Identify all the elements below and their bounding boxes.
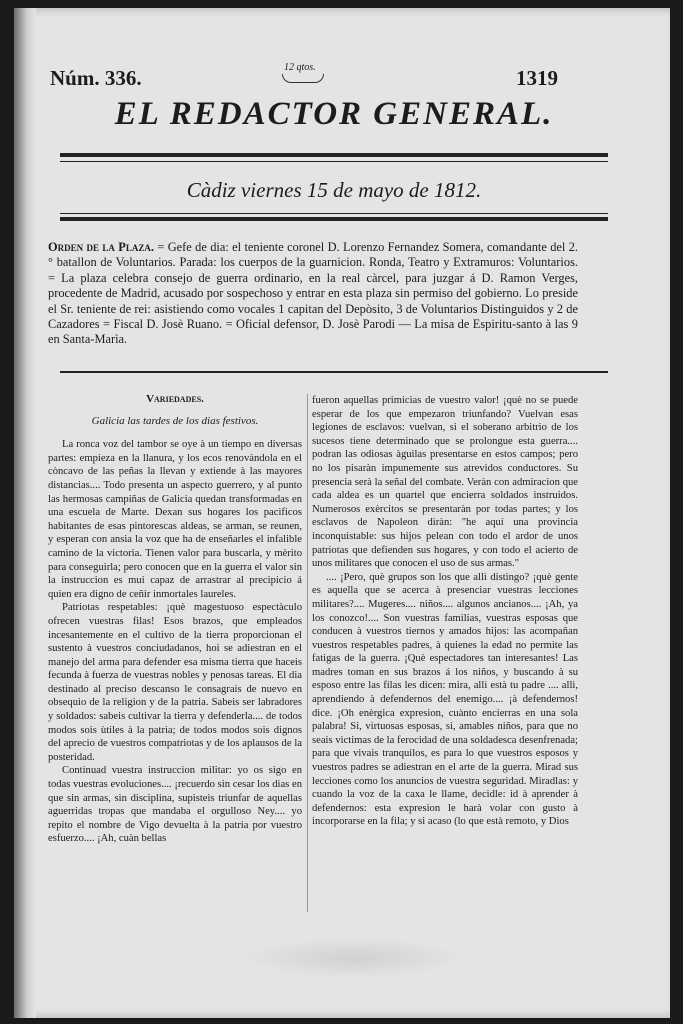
orden-de-la-plaza — [48, 240, 578, 348]
paragraph: fueron aquellas primicias de vuestro valor! ¡què no se puede esperar de los que empezaron triunfando? Vuelvan esas legiones de esclavos: vuelvan, si el soberano arbitrio de los sucesos tiene determinado que se prolongue esta guerra.... podran las odiosas àguilas presentarse en estos campos; pero no los pisaràn impunemente sus atrevidos conductores. Su presencia serà la señal del combate. Veràn con admiracion que cada aldea es un quartel que encierra soldados instruidos. Numerosos exèrcitos se presentaràn por todas partes; y los esclavos de Napoleon diràn: "he aquí una provincia inconquistable: sus hijos pelean con todo el ardor de unos patriotas que defienden sus hogares, y con todo el acierto de unos militares que conocen el uso de sus armas." — [312, 395, 578, 570]
masthead-title: EL REDACTOR GENERAL. — [114, 96, 554, 132]
orden-heading: Orden de la Plaza. — [48, 240, 154, 254]
page-spine — [14, 8, 36, 1018]
newspaper-page — [14, 8, 670, 1018]
paragraph: Continuad vuestra instruccion militar: yo os sigo en todas vuestras evoluciones.... ¡recuerdo sin cesar los dias en que sin armas, sin disciplina, supisteis triunfar de aquellas aguerridas tropas que mandaba el orgulloso Ney.... yo repito el nombre de Vigo devuelta à la patria por vuestro esfuerzo.... ¡Ah, cuàn bellas — [48, 765, 302, 845]
paragraph: Patriotas respetables: ¡què magestuoso espectàculo ofrecen vuestras filas! Esos brazos, que empleados incesantemente en el cultivo de la tierra proporcionan el sustento à vuestros conciudadanos, hoi se adiestran en el manejo del arma para defender esa misma tierra que haceis fecunda à fuerza de vuestras nobles y penosas tareas. El dia destinado al preciso descanso le consagrais de nuevo en obsequio de la religion y de la patria. Sabeis ser labradores y soldados: sabeis cultivar la tierra y defenderla.... de todos modos sois ùtiles à la patria; de todos modos sois dignos del aprecio de vuestros compatriotas y de los aplausos de la posteridad. — [48, 602, 302, 763]
paper-stain — [244, 938, 464, 978]
masthead-rule-thick — [60, 153, 608, 157]
column-divider — [307, 394, 308, 912]
price-brace — [282, 74, 324, 83]
paragraph: .... ¡Pero, què grupos son los que allì distingo? ¡què gente es aquella que se acerca à presenciar vuestras lecciones militares?.... Mugeres.... niños.... algunos ancianos.... ¡Ah, ya los conozco!.... Son vuestras familias, vuestras esposas que conducen à vuestros tiernos y amados hijos: las acompañan vuestros respetables padres, à quienes la edad no permite las fatigas de la guerra. ¡Què espectadores tan interesantes! Las madres toman en sus brazos á los niños, y buscando à su esposo entre las filas les dicen: mira, allì està tu padre .... allì, aprendiendo à defendernos del enemigo.... ¡à defendernos! dice. ¡Oh enèrgica expresion, cuànto encierras en una sola palabra! Si, virtuosas esposas, si, amables niños, para que no seais vìctimas de la ferocidad de una soldadesca desenfrenada; para que vivais tranquilos, es para lo que vuestros esposos y vuestros padres se adiestran en el arte de la guerra. Mirad sus lecciones como los anuncios de vuestra seguridad. Miradlas: y cuando la voz de la caxa le llame, decidle: id à aprender à defendernos: esta expresion le harà volar con gusto à incorporarse en la fila; y si acaso (lo que està remoto, y Dios — [312, 571, 578, 828]
masthead-rule-thin — [60, 161, 608, 162]
variedades-title: Variedades. — [146, 393, 204, 405]
column-left — [48, 393, 302, 846]
date-rule-thick — [60, 217, 608, 221]
issue-number: Núm. 336. — [50, 66, 142, 90]
page-number: 1319 — [516, 66, 558, 90]
orden-text: = Gefe de dia: el teniente coronel D. Lorenzo Fernandez Somera, comandante del 2.° batallon de Voluntarios. Parada: los cuerpos de la guarnicion. Ronda, Teatro y Extramuros: Voluntarios. = La plaza celebra consejo de guerra ordinario, en la real càrcel, para juzgar á D. Ramon Verges, procedente de Madrid, acusado por sospechoso y entrar en esta plaza sin permiso del gobierno. Lo preside el Sr. teniente de rei: asistiendo como vocales 1 capitan del Depòsito, 3 de Voluntarios Distinguidos y 2 de Cazadores = Fiscal D. Josè Ruano. = Oficial defensor, D. Josè Parodi — La misa de Espiritu-santo à las 9 en Santa-Marìa. — [48, 240, 579, 347]
date-rule-thin — [60, 213, 608, 214]
section-rule — [60, 371, 608, 373]
column-right — [312, 394, 578, 829]
paragraph: La ronca voz del tambor se oye à un tiempo en diversas partes: empieza en la llanura, y los ecos renovàndola en el còncavo de las peñas la llevan y extiende à las mayores distancias.... Todo presenta un aspecto guerrero, y al punto las hermosas campiñas de Galicia quedan transformadas en una escuela de Marte. Dexan sus hogares los pacìficos habitantes de esas pintorescas aldeas, se arman, se reunen, y esperan con ansia la voz que ha de enseñarles el infalible camino de la victoria. Tienen valor para buscarla, y mèrito para conseguirla; pero conocen que en la guerra el valor sin la instruccion es mui capaz de arrastrar al precipicio á quien era digno de ceñir inmortales laureles. — [48, 439, 302, 600]
issue-price: 12 qtos. — [284, 62, 316, 73]
variedades-subtitle: Galicia las tardes de los dias festivos. — [91, 414, 259, 427]
dateline: Càdiz viernes 15 de mayo de 1812. — [186, 178, 482, 202]
